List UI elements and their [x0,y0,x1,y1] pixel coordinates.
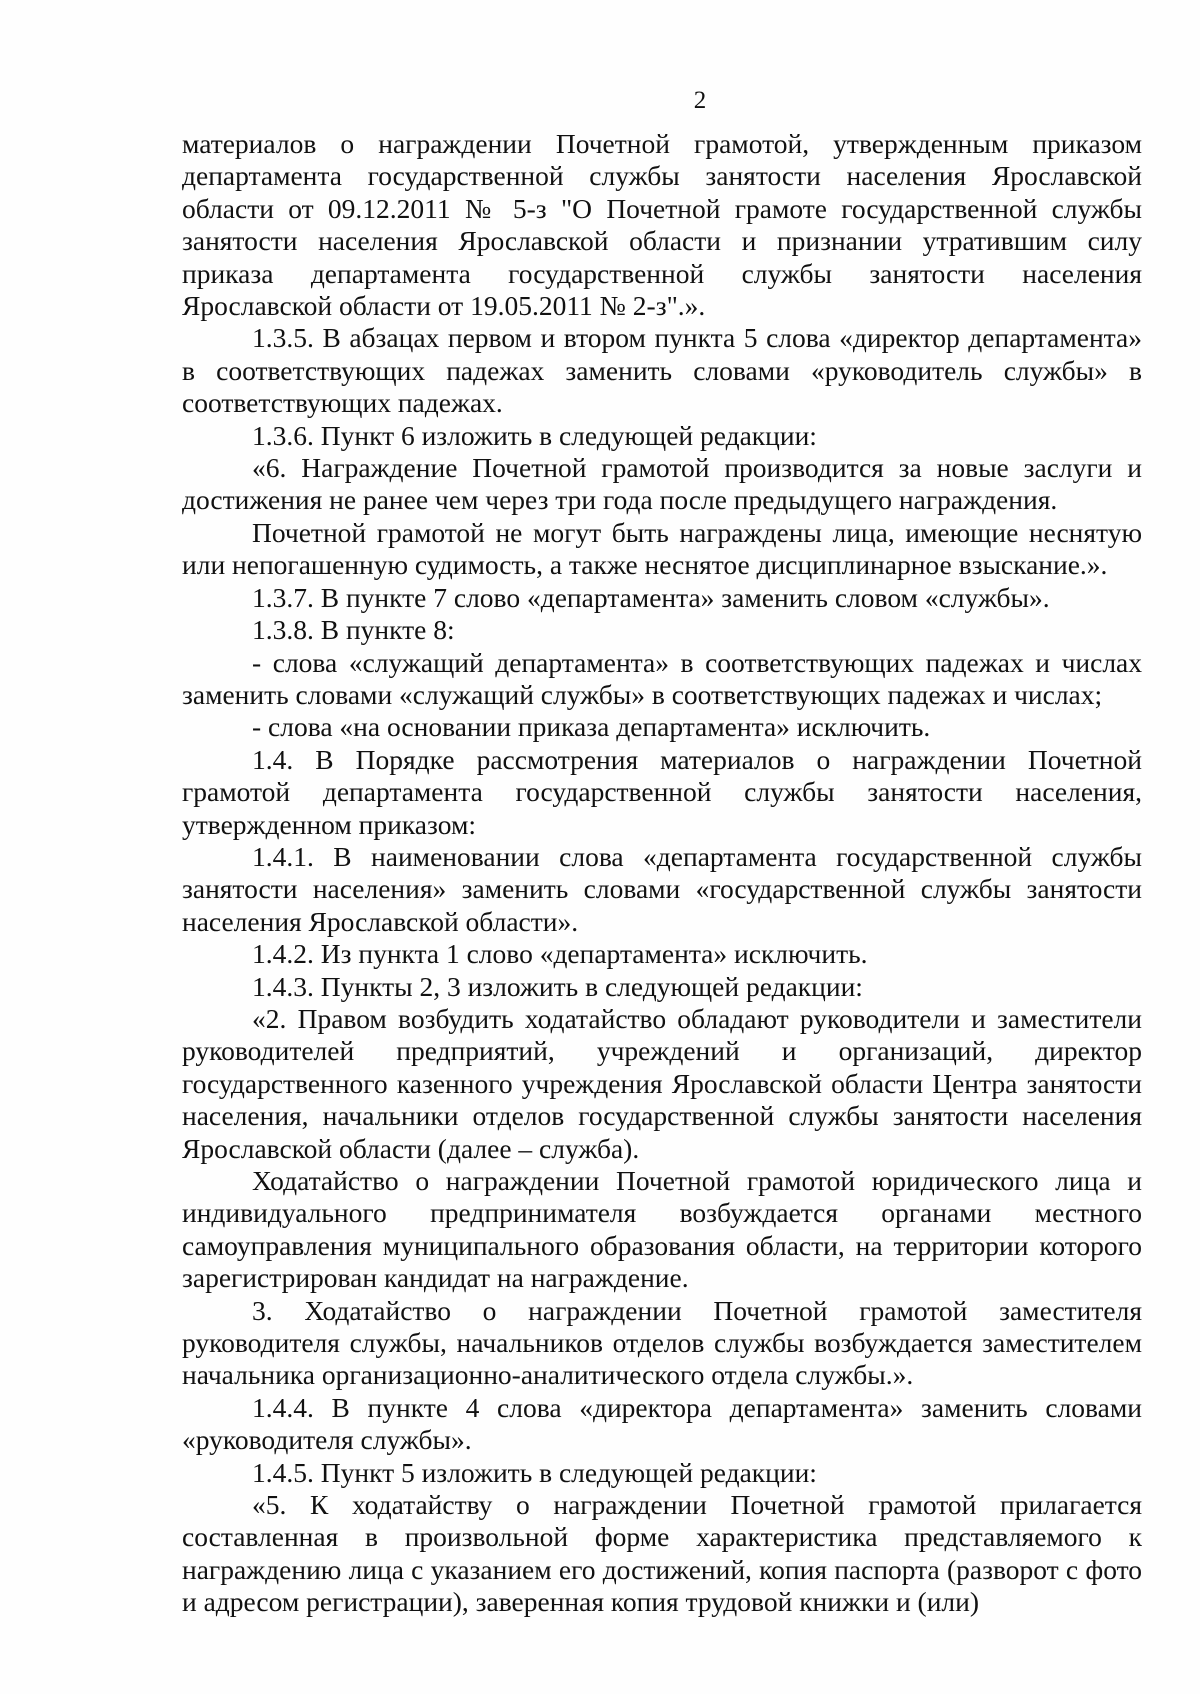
page-number: 2 [693,87,707,114]
paragraph: 1.4.5. Пункт 5 изложить в следующей редакции: [252,1456,817,1488]
paragraph: материалов о награждении Почетной грамотой, утвержденным приказом департамента государственной службы занятости населения Ярославской области от 09.12.2011 № 5-з "О Почетной грамоте государственной службы занятости населения Ярославской области и признании утратившим силу приказа департамента государственной службы занятости населения Ярославской области от 19.05.2011 № 2-з".». [182,128,1142,322]
paragraph: «2. Правом возбудить ходатайство обладают руководители и заместители руководителей предприятий, учреждений и организаций, директор государственного казенного учреждения Ярославской области Центра занятости населения, начальники отделов государственной службы занятости населения Ярославской области (далее – служба). [182,1002,1142,1164]
document-body [182,128,1142,1619]
paragraph: 1.3.6. Пункт 6 изложить в следующей редакции: [252,419,817,451]
paragraph: 3. Ходатайство о награждении Почетной грамотой заместителя руководителя службы, начальников отделов службы возбуждается заместителем начальника организационно-аналитического отдела службы.». [182,1294,1142,1391]
paragraph: 1.4.2. Из пункта 1 слово «департамента» исключить. [252,938,868,970]
paragraph: 1.4.3. Пункты 2, 3 изложить в следующей редакции: [252,970,863,1002]
paragraph: «6. Награждение Почетной грамотой производится за новые заслуги и достижения не ранее чем через три года после предыдущего награждения. [182,452,1142,516]
paragraph: 1.4.4. В пункте 4 слова «директора департамента» заменить словами «руководителя службы». [182,1391,1142,1456]
paragraph: 1.3.8. В пункте 8: [252,614,455,646]
paragraph: 1.3.7. В пункте 7 слово «департамента» заменить словом «службы». [252,581,1050,613]
paragraph: Ходатайство о награждении Почетной грамотой юридического лица и индивидуального предпринимателя возбуждается органами местного самоуправления муниципального образования области, на территории которого зарегистрирован кандидат на награждение. [182,1165,1142,1294]
paragraph: - слова «на основании приказа департамента» исключить. [252,711,931,743]
paragraph: - слова «служащий департамента» в соответствующих падежах и числах заменить словами «служащий службы» в соответствующих падежах и числах; [182,646,1142,710]
paragraph: 1.4.1. В наименовании слова «департамента государственной службы занятости населения» заменить словами «государственной службы занятости населения Ярославской области». [182,840,1142,937]
paragraph: «5. К ходатайству о награждении Почетной грамотой прилагается составленная в произвольной форме характеристика представляемого к награждению лица с указанием его достижений, копия паспорта (разворот с фото и адресом регистрации), заверенная копия трудовой книжки и (или) [182,1489,1142,1618]
paragraph: 1.3.5. В абзацах первом и втором пункта 5 слова «директор департамента» в соответствующих падежах заменить словами «руководитель службы» в соответствующих падежах. [182,322,1142,419]
paragraph: 1.4. В Порядке рассмотрения материалов о награждении Почетной грамотой департамента государственной службы занятости населения, утвержденном приказом: [182,743,1142,840]
paragraph: Почетной грамотой не могут быть награждены лица, имеющие неснятую или непогашенную судимость, а также неснятое дисциплинарное взыскание.». [182,516,1142,581]
